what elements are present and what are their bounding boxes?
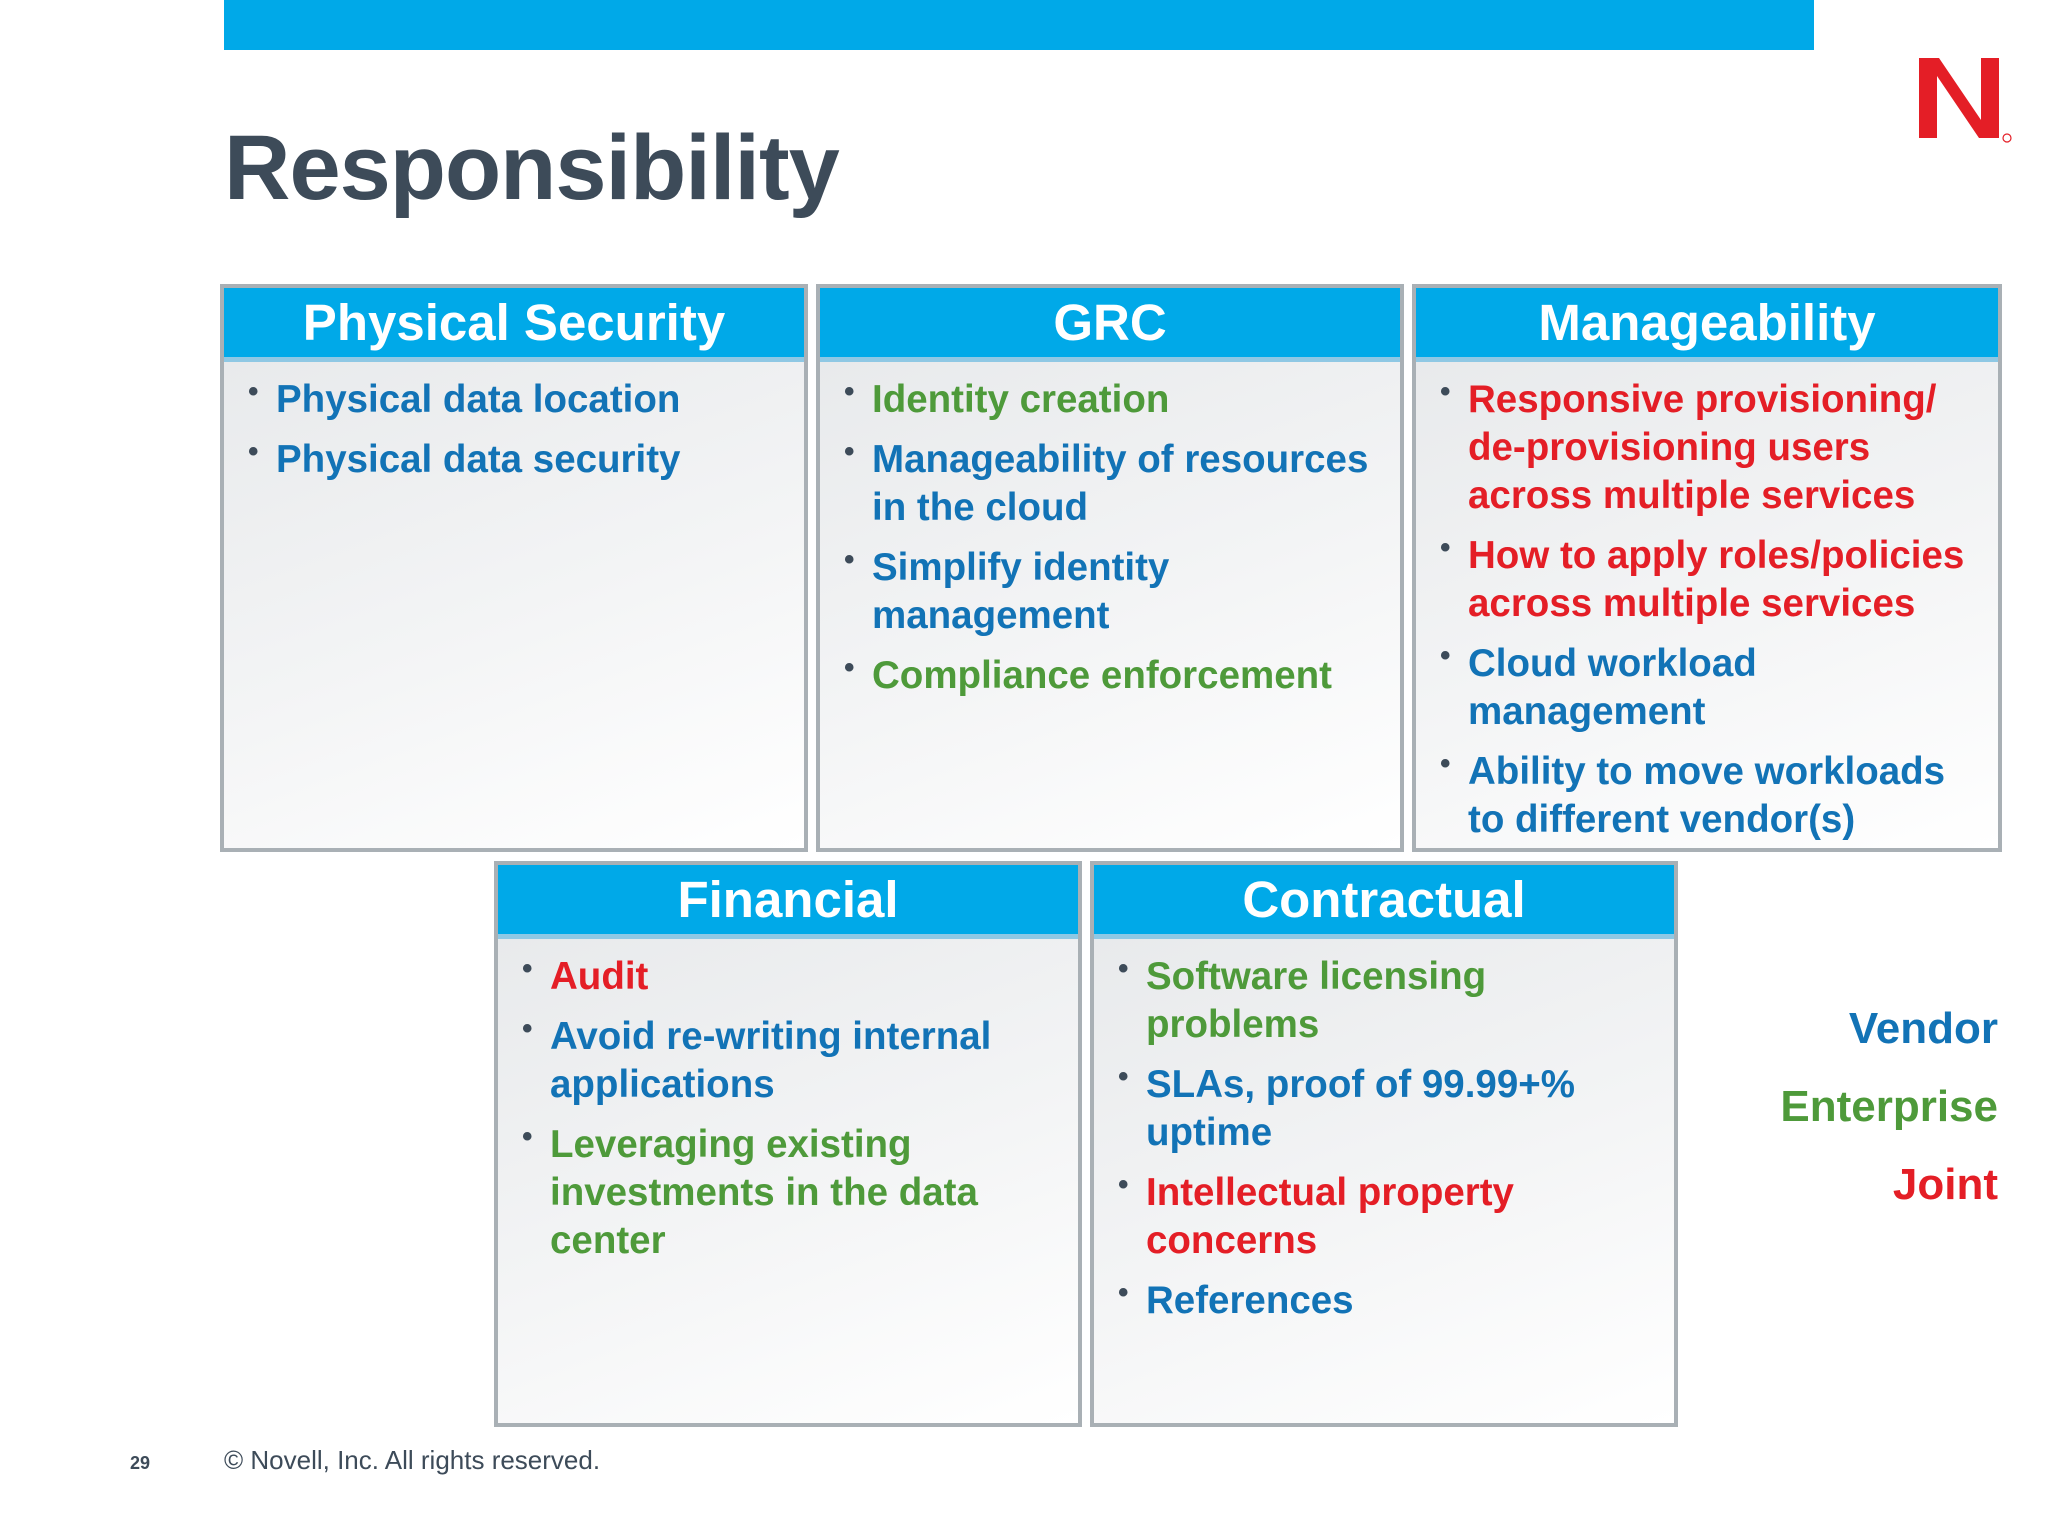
list-item: • Simplify identity management	[844, 544, 1390, 640]
color-legend	[1780, 990, 1998, 1224]
item-list	[1094, 939, 1674, 1325]
list-item: • Compliance enforcement	[844, 652, 1390, 700]
list-item: • Intellectual property concerns	[1118, 1169, 1664, 1265]
list-item: • How to apply roles/policies across multiple services	[1440, 532, 1988, 628]
list-item: • Manageability of resources in the cloud	[844, 436, 1390, 532]
box-contractual	[1090, 861, 1678, 1427]
legend-vendor: Vendor	[1848, 1004, 1998, 1053]
box-title: Financial	[498, 865, 1078, 939]
item-list	[224, 362, 804, 484]
legend-enterprise: Enterprise	[1780, 1082, 1998, 1131]
page-number: 29	[130, 1453, 151, 1473]
box-grc	[816, 284, 1404, 852]
box-physical-security	[220, 284, 808, 852]
box-manageability	[1412, 284, 2002, 852]
box-title: Manageability	[1416, 288, 1998, 362]
list-item: • Physical data security	[248, 436, 794, 484]
list-item: • Responsive provisioning/ de-provisioning users across multiple services	[1440, 376, 1988, 520]
list-item: • Leveraging existing investments in the data center	[522, 1121, 1068, 1265]
list-item: • Avoid re-writing internal applications	[522, 1013, 1068, 1109]
slide-title: Responsibility	[224, 117, 839, 219]
list-item: • Identity creation	[844, 376, 1390, 424]
novell-logo	[1917, 46, 2013, 146]
copyright-footer: © Novell, Inc. All rights reserved.	[224, 1445, 601, 1475]
list-item: • Cloud workload management	[1440, 640, 1988, 736]
box-financial	[494, 861, 1082, 1427]
box-title: Contractual	[1094, 865, 1674, 939]
list-item: • Software licensing problems	[1118, 953, 1664, 1049]
list-item: • Physical data location	[248, 376, 794, 424]
item-list	[820, 362, 1400, 700]
box-title: Physical Security	[224, 288, 804, 362]
item-list	[1416, 362, 1998, 844]
list-item: • References	[1118, 1277, 1664, 1325]
item-list	[498, 939, 1078, 1265]
top-accent-bar	[224, 0, 1814, 50]
box-title: GRC	[820, 288, 1400, 362]
list-item: • Audit	[522, 953, 1068, 1001]
list-item: • SLAs, proof of 99.99+% uptime	[1118, 1061, 1664, 1157]
legend-joint: Joint	[1892, 1160, 1998, 1209]
list-item: • Ability to move workloads to different vendor(s)	[1440, 748, 1988, 844]
